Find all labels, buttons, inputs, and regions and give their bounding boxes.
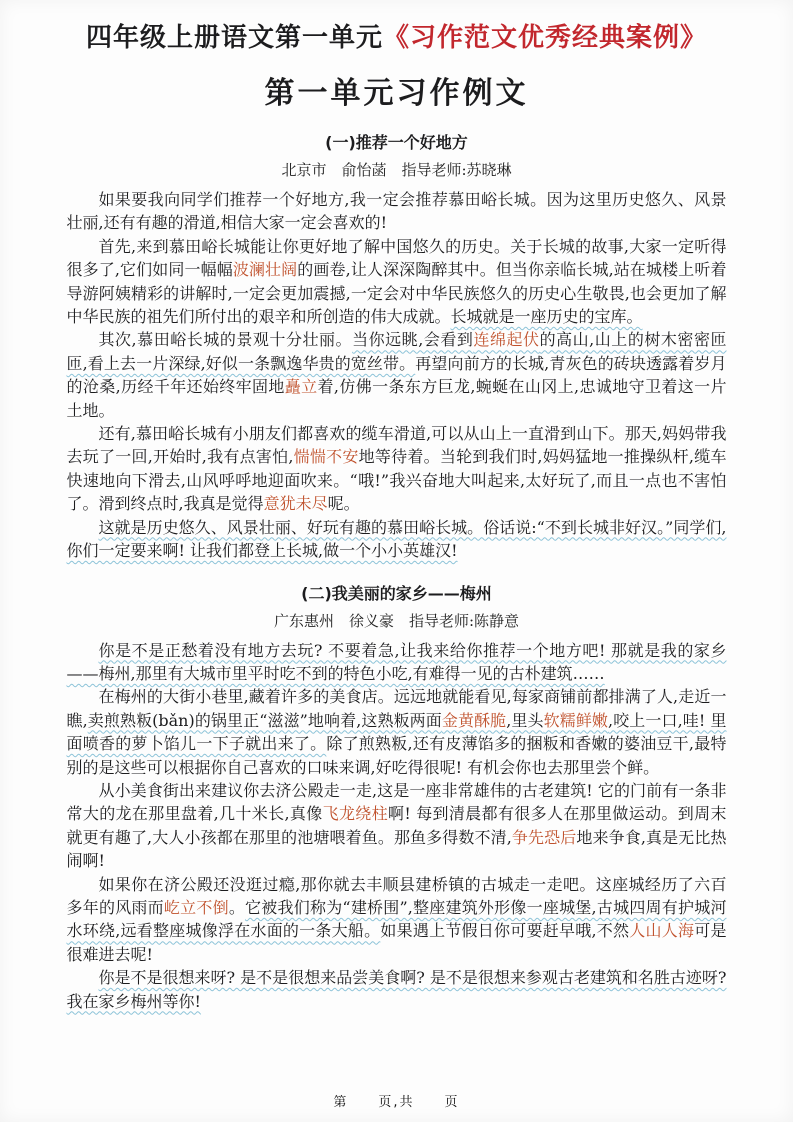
keyword-highlight: 软糯鲜嫩 xyxy=(543,710,609,730)
text-segment: 着,仿佛一条东方巨龙,蜿蜒在山冈上,忠诚地守卫着这一片土地。 xyxy=(66,377,727,420)
section-paragraphs xyxy=(67,639,727,1014)
essay-paragraph xyxy=(67,328,727,422)
page-footer: 第 页,共 页 xyxy=(333,1095,460,1110)
keyword-highlight: 金黄酥脆 xyxy=(441,710,507,730)
keyword-highlight: 人山人海 xyxy=(629,921,695,941)
essay-paragraph xyxy=(67,779,727,873)
text-segment: 如果要我向同学们推荐一个好地方,我一定会推荐慕田峪长城。因为这里历史悠久、风景壮丽,还有有趣的滑道,相信大家一定会喜欢的! xyxy=(66,190,727,233)
underlined-text: 卖煎熟粄(bǎn)的锅里正“滋滋”地响着,这熟粄两面 xyxy=(87,710,442,730)
section-paragraphs xyxy=(67,188,727,563)
keyword-highlight: 矗立 xyxy=(284,377,318,397)
text-segment: 如果你在济公殿还没逛过瘾,那你就去丰顺县建桥镇的古城走一走吧。这座城经历了六百多年的风雨而 xyxy=(66,874,727,917)
doc-subtitle: 第一单元习作例文 xyxy=(264,76,529,111)
text-segment: 除了煎熟粄,还有皮薄馅多的捆粄和香嫩的婆油豆干,最特别的是这些可以根据你自己喜欢的口味来调,好吃得很呢! 有机会你也去那里尝个鲜。 xyxy=(66,734,727,777)
section-heading: (一)推荐一个好地方 xyxy=(325,133,468,152)
underlined-text: 你是不是很想来呀? 是不是很想来品尝美食啊? 是不是很想来参观古老建筑和名胜古迹呀? 我在家乡梅州等你! xyxy=(66,968,727,1011)
essay-paragraph xyxy=(67,188,727,235)
keyword-highlight: 波澜壮阔 xyxy=(232,260,298,280)
text-segment: 可是很难进去呢! xyxy=(66,921,727,964)
keyword-highlight: 飞龙绕柱 xyxy=(322,804,388,824)
section-heading: (二)我美丽的家乡——梅州 xyxy=(301,583,492,603)
section-byline: 广东惠州 徐义豪 指导老师:陈静意 xyxy=(273,611,520,630)
underlined-text: 的高山,山上的树木密密匝匝,看上去一片深绿,好似一条飘逸华贵的宽丝带。 xyxy=(66,330,727,373)
essay-paragraph xyxy=(67,516,727,563)
underlined-text: ,咬上一口,哇! 里面喷香的萝卜馅儿一下子就出来了。 xyxy=(66,710,727,754)
essay-paragraph xyxy=(67,639,727,686)
underlined-text: 你是不是正愁着没有地方去玩? 不要着急,让我来给你推荐一个地方吧! 那就是我的家乡——梅州,那里有大城市里平时吃不到的特色小吃,有难得一见的古朴建筑…… xyxy=(66,640,727,683)
text-segment: 呢。 xyxy=(327,494,360,514)
text-segment: 再望向前方的长城,青灰色的砖块透露着岁月的沧桑,历经千年还始终牢固地 xyxy=(66,353,727,397)
text-segment: 啊! 每到清晨都有很多人在那里做运动。到周末就更有趣了,大人小孩都在那里的池塘喂着鱼。那鱼多得数不清, xyxy=(66,804,727,847)
text-segment: 首先,来到慕田峪长城能让你更好地了解中国悠久的历史。关于长城的故事,大家一定听得很多了,它们如同一幅幅 xyxy=(66,236,727,280)
underlined-text: 这就是历史悠久、风景壮丽、好玩有趣的慕田峪长城。俗话说:“不到长城非好汉。”同学们,你们一定要来啊! 让我们都登上长城,做一个小小英雄汉! xyxy=(66,517,727,561)
text-segment: 地等待着。当轮到我们时,妈妈猛地一推操纵杆,缆车快速地向下滑去,山风呼呼地迎面吹来。“哦!”我兴奋地大叫起来,太好玩了,而且一点也不害怕了。滑到终点时,我真是觉得 xyxy=(66,447,727,514)
essay-paragraph xyxy=(67,966,727,1013)
essay-paragraph xyxy=(67,873,727,967)
keyword-highlight: 惴惴不安 xyxy=(293,447,359,467)
underlined-text: 它被我们称为“建桥围”,整座建筑外形像一座城堡,古城四周有护城河水环绕,远看整座城像浮在水面的一条大船。 xyxy=(66,897,727,941)
page-title xyxy=(0,0,793,54)
keyword-highlight: 连绵起伏 xyxy=(473,330,540,350)
page-title-red: 《习作范文优秀经典案例》 xyxy=(383,23,708,53)
text-segment: 在梅州的大街小巷里,藏着许多的美食店。远远地就能看见,每家商铺前都排满了人,走近一瞧, xyxy=(66,687,727,730)
text-segment: 还有,慕田峪长城有小朋友们都喜欢的缆车滑道,可以从山上一直滑到山下。那天,妈妈带我去玩了一回,开始时,我有点害怕, xyxy=(66,424,727,467)
keyword-highlight: 意犹未尽 xyxy=(263,494,328,514)
keyword-highlight: 屹立不倒 xyxy=(163,897,229,917)
text-segment: 从小美食街出来建议你去济公殿走一走,这是一座非常雄伟的古老建筑! 它的门前有一条非常大的龙在那里盘着,几十米长,真像 xyxy=(66,780,727,824)
essay-paragraph xyxy=(67,235,727,329)
text-segment: 如果遇上节假日你可要赶早哦,不然 xyxy=(380,921,630,941)
essay-paragraph xyxy=(67,422,727,516)
underlined-text: ,里头 xyxy=(506,710,544,730)
text-segment: 。 xyxy=(228,897,246,917)
text-segment: 其次,慕田峪长城的景观十分壮丽。 xyxy=(98,330,353,350)
keyword-highlight: 争先恐后 xyxy=(511,827,577,847)
text-segment: 地来争食,真是无比热闹啊! xyxy=(66,827,727,871)
underlined-text: 长城就是一座历史的宝库。 xyxy=(450,307,643,327)
section-byline: 北京市 俞怡菡 指导老师:苏晓琳 xyxy=(281,161,512,179)
essay-paragraph xyxy=(67,685,727,779)
text-segment: 的画卷,让人深深陶醉其中。但当你亲临长城,站在城楼上听着导游阿姨精彩的讲解时,一定会更加震撼,一定会对中华民族悠久的历史心生敬畏,也会更加了解中华民族的祖先们所付出的艰辛和所创造的伟大成就。 xyxy=(66,260,727,327)
essay-content xyxy=(0,132,793,1013)
page-title-black: 四年级上册语文第一单元 xyxy=(85,23,383,53)
underlined-text: 当你远眺,会看到 xyxy=(352,330,474,350)
